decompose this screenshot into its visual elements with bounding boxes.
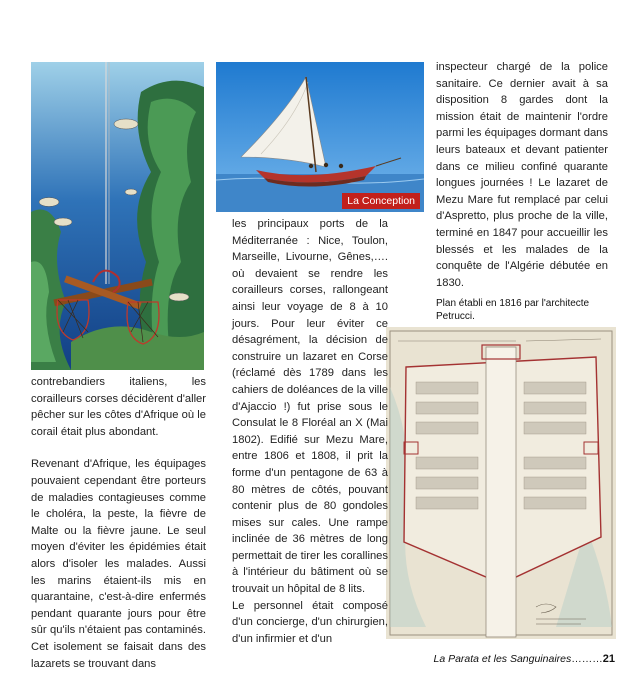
coral-fishing-illustration (31, 62, 204, 370)
plan-caption: Plan établi en 1816 par l'architecte Petrucci. (436, 298, 590, 322)
paragraph: Le personnel était composé d'un concierge, d'un chirurgien, d'un infirmier et d'un (232, 599, 388, 645)
page-number: 21 (602, 653, 615, 665)
text-column-1 (31, 374, 206, 672)
text-column-2 (232, 216, 388, 647)
dot-leader: ……… (571, 653, 603, 665)
paragraph: inspecteur chargé de la police sanitaire. Ce dernier avait à sa disposition 8 gardes dont la mission était de maintenir l'ordre parmi les équipages dormant dans leurs bateaux et devant patienter dans ce milieu confiné quarante longues journées ! Le lazaret de Mezu Mare fut remplacé par celui d'Aspretto, plus proche de la ville, terminé en 1847 pour accueillir les blessés et les malades de la conquête de l'Algérie débutée en 1830. (436, 61, 608, 289)
page-footer (433, 653, 615, 665)
lazaret-plan-drawing (386, 327, 616, 639)
paragraph: Revenant d'Afrique, les équipages pouvaient cependant être porteurs de maladies contagieuses comme le choléra, la peste, la fièvre de Malte ou la fièvre jaune. Le seul moyen d'éviter les épidémies était alors d'isoler les malades. Aussi les marins étaient-ils mis en quarantaine, c'est-à-dire enfermés pendant quarante jours pour être sûr qu'ils n'étaient pas contaminés. Cet isolement se faisait dans des lazarets se trouvant dans (31, 458, 206, 670)
text-column-3 (436, 59, 608, 291)
paragraph: les principaux ports de la Méditerranée : Nice, Toulon, Marseille, Livourne, Gênes,…. où devaient se rendre les corailleurs corses, rallongeant ainsi leur voyage de 8 à 10 jours. Pour leur éviter ce désagrément, la décision de construire un lazaret en Corse (réclamé dès 1789 dans les cahiers de doléances de la ville d'Ajaccio !) fut prise sous le Consulat le 8 Floréal an X (Mai 1802). Edifié sur Mezu Mare, entre 1806 et 1808, il prit la forme d'un pentagone de 63 à 80 mètres de côtés, pouvant contenir plus de 80 gondoles mises sur cales. Une rampe inclinée de 36 mètres de long permettait de tirer les corallines à l'intérieur du bâtiment où se trouvait un hôpital de 8 lits. (232, 218, 388, 596)
boat-caption: La Conception (342, 193, 420, 209)
publication-title: La Parata et les Sanguinaires (433, 653, 572, 665)
sailing-boat-illustration (216, 62, 424, 212)
paragraph: contrebandiers italiens, les corailleurs corses décidèrent d'aller pêcher sur les côtes d'Afrique où le corail était plus abondant. (31, 376, 207, 438)
